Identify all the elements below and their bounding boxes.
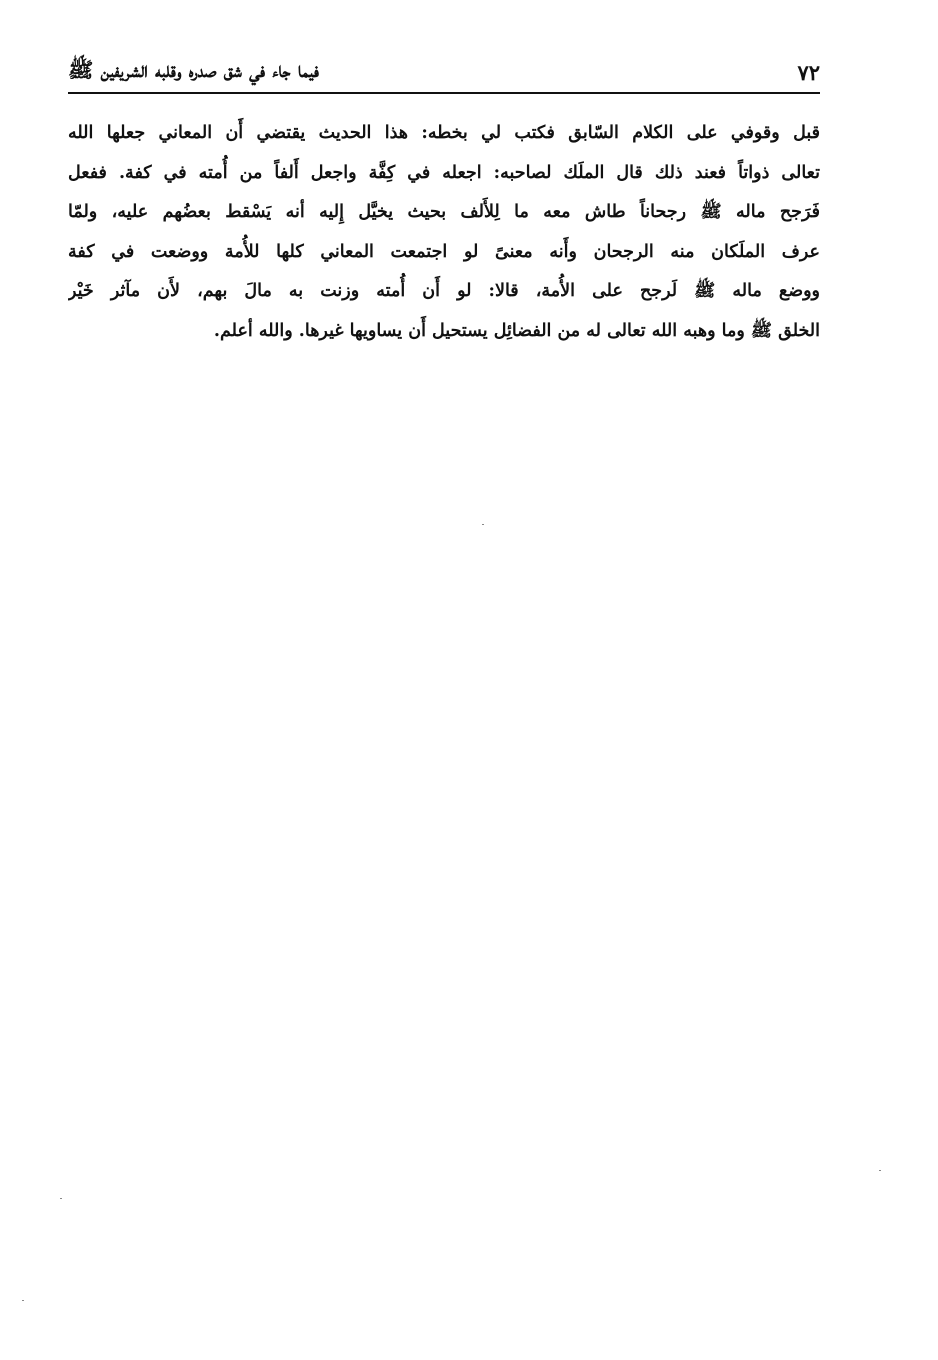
scan-speck [482, 524, 484, 525]
text-line-4: عرف الملَكان منه الرجحان وأَنه معنىً لو اجتمعت المعاني كلها للأُمة ووضعت في كفة [68, 241, 820, 262]
page-number: ٧٢ [797, 59, 820, 85]
text-line-2: تعالى ذواتاً فعند ذلك قال الملَك لصاحبه: اجعله في كِفَّة واجعل أَلفاً من أُمته في كفة. ففعل [68, 162, 820, 183]
body-paragraph [68, 114, 820, 351]
running-title: فيما جاء في شق صدره وقلبه الشريفين ﷺ [68, 56, 319, 82]
scan-speck [60, 1198, 62, 1199]
text-line-1: قبل وقوفي على الكلام السّابق فكتب لي بخطه: هذا الحديث يقتضي أَن المعاني جعلها الله [68, 123, 820, 143]
text-line-6: الخلق ﷺ وما وهبه الله تعالى له من الفضائِل يستحيل أَن يساويها غيرها. والله أعلم. [213, 320, 820, 341]
text-line-3: فَرَجح ماله ﷺ رجحاناً طاش معه ما لِلأَلف بحيث يخيَّل إِليه أنه يَسْقط بعضُهم عليه، ولمّا [68, 202, 820, 222]
text-line-5: ووضع ماله ﷺ لَرجح على الأُمة، قالا: لو أَن أُمته وزنت به مالَ بهم، لأَن مآثر خَيْر [68, 281, 820, 301]
scan-speck [879, 1170, 881, 1171]
scan-speck [22, 1300, 24, 1301]
page-header [68, 52, 820, 94]
